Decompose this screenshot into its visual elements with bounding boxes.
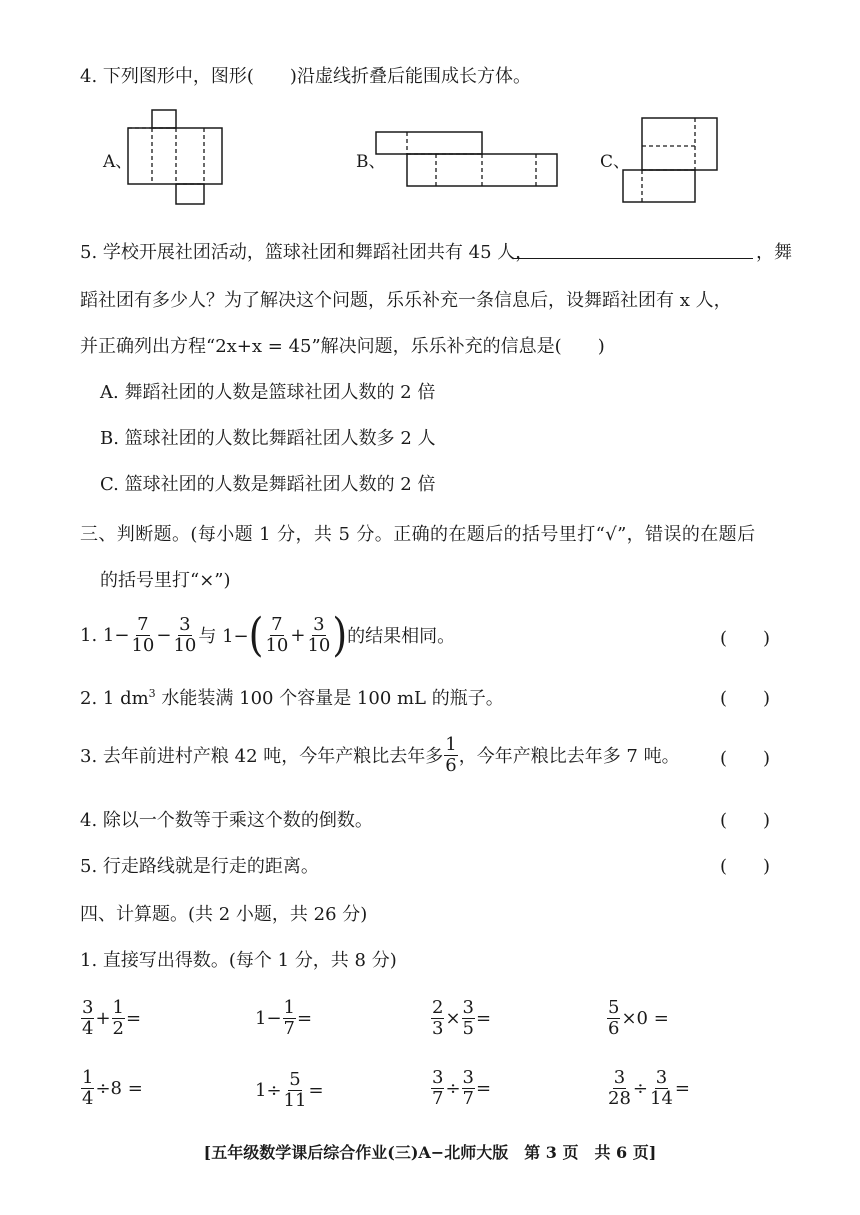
judge-1-answer-bracket[interactable]: ( ): [720, 628, 771, 649]
j2-post: 水能装满 100 个容量是 100 mL 的瓶子。: [155, 688, 504, 709]
j1-frac-1: [130, 613, 155, 656]
judge-2-answer-bracket[interactable]: ( ): [720, 688, 771, 709]
e6-frac-b: [283, 1068, 308, 1111]
e6-pre: 1÷: [255, 1079, 282, 1101]
judge-item-2: [80, 684, 504, 710]
q5-line1: [80, 238, 533, 264]
fraction-numerator: 3: [179, 613, 191, 635]
fraction-numerator: 1: [82, 1066, 94, 1088]
fraction-numerator: 3: [462, 996, 474, 1018]
j1-post: 的结果相同。: [347, 626, 456, 647]
e5-frac-a: [81, 1066, 94, 1109]
section4-sub1: 1. 直接写出得数。(每个 1 分，共 8 分): [80, 950, 397, 971]
e3-frac-b: [462, 996, 475, 1039]
fraction-denominator: 10: [173, 634, 197, 656]
j1-frac-2: [172, 613, 197, 656]
e2-frac-b: [283, 996, 296, 1039]
judge-item-1: [80, 610, 455, 660]
fraction-numerator: 3: [432, 1066, 444, 1088]
j1-left-paren: (: [248, 608, 264, 662]
calc-expr-8[interactable]: [606, 1064, 690, 1112]
j3-post: ，今年产粮比去年多 7 吨。: [458, 746, 680, 767]
e2-pre: 1−: [255, 1007, 282, 1029]
page-footer: [五年级数学课后综合作业(三)A−北师大版 第 3 页 共 6 页]: [203, 1143, 657, 1162]
fraction-numerator: 7: [137, 613, 149, 635]
e1-eq: =: [126, 1007, 142, 1029]
judge-item-4: 4. 除以一个数等于乘这个数的倒数。: [80, 810, 373, 831]
e8-eq: =: [674, 1077, 690, 1099]
fraction-denominator: 10: [307, 634, 331, 656]
fraction-denominator: 2: [112, 1017, 124, 1039]
q5-answer-blank[interactable]: [513, 258, 753, 259]
fraction-numerator: 3: [82, 996, 94, 1018]
e3-op: ×: [445, 1007, 461, 1029]
fraction-denominator: 7: [432, 1087, 444, 1109]
judge-5-answer-bracket[interactable]: ( ): [720, 856, 771, 877]
e3-frac-a: [431, 996, 444, 1039]
j1-mid: 与 1−: [198, 626, 249, 647]
q5-choice-b[interactable]: B. 篮球社团的人数比舞蹈社团人数多 2 人: [100, 428, 436, 449]
e8-frac-a: [607, 1066, 632, 1109]
j2-sup: 3: [148, 687, 156, 700]
q4-text: 4. 下列图形中，图形( )沿虚线折叠后能围成长方体。: [80, 66, 531, 87]
j1-minus: −: [156, 624, 172, 646]
q4-net-a[interactable]: [125, 108, 225, 208]
fraction-denominator: 10: [265, 634, 289, 656]
fraction-denominator: 14: [650, 1087, 673, 1109]
calc-expr-6[interactable]: [255, 1066, 324, 1114]
calc-expr-7[interactable]: [430, 1064, 491, 1112]
fraction-denominator: 3: [432, 1017, 444, 1039]
e8-op: ÷: [632, 1077, 648, 1099]
fraction-numerator: 3: [313, 613, 325, 635]
e7-op: ÷: [445, 1077, 461, 1099]
j3-frac: [444, 733, 457, 776]
fraction-numerator: 5: [608, 996, 620, 1018]
fraction-numerator: 1: [445, 733, 457, 755]
q5-line3: 并正确列出方程“2x+x = 45”解决问题，乐乐补充的信息是( ): [80, 336, 605, 357]
q4-option-b-label: B、: [356, 152, 386, 172]
e8-frac-b: [649, 1066, 674, 1109]
fraction-denominator: 6: [445, 754, 457, 776]
judge-item-5: 5. 行走路线就是行走的距离。: [80, 856, 319, 877]
j1-pre: 1. 1−: [80, 624, 130, 646]
e2-eq: =: [297, 1007, 313, 1029]
judge-3-answer-bracket[interactable]: ( ): [720, 748, 771, 769]
section4-title: 四、计算题。(共 2 小题，共 26 分): [80, 904, 368, 925]
calc-expr-3[interactable]: [430, 994, 491, 1042]
e4-frac-a: [607, 996, 620, 1039]
e4-post: ×0 =: [621, 1007, 669, 1029]
e7-frac-a: [431, 1066, 444, 1109]
e1-op: +: [95, 1007, 111, 1029]
q5-choice-a[interactable]: A. 舞蹈社团的人数是篮球社团人数的 2 倍: [100, 382, 436, 403]
e7-eq: =: [476, 1077, 492, 1099]
fraction-numerator: 1: [112, 996, 124, 1018]
q4-option-a-label: A、: [103, 152, 133, 172]
q4-option-c-label: C、: [600, 152, 631, 172]
fraction-numerator: 3: [655, 1066, 668, 1088]
q5-choice-c[interactable]: C. 篮球社团的人数是舞蹈社团人数的 2 倍: [100, 474, 436, 495]
judge-item-3: [80, 730, 680, 780]
fraction-denominator: 11: [283, 1089, 307, 1111]
j1-right-paren: ): [332, 608, 348, 662]
j1-frac-4: [306, 613, 331, 656]
q5-text-part1: 5. 学校开展社团活动，篮球社团和舞蹈社团共有 45 人，: [80, 242, 534, 263]
section3-title-line2: 的括号里打“×”): [100, 570, 231, 591]
q4-net-b[interactable]: [374, 128, 560, 190]
fraction-denominator: 10: [131, 634, 155, 656]
fraction-denominator: 7: [462, 1087, 474, 1109]
section3-title-line1: 三、判断题。(每小题 1 分，共 5 分。正确的在题后的括号里打“√”，错误的在题后: [80, 524, 756, 545]
j1-plus: +: [290, 624, 306, 646]
q5-text-part2: ，舞: [756, 242, 792, 263]
e1-frac-b: [112, 996, 125, 1039]
j1-frac-3: [264, 613, 289, 656]
fraction-denominator: 4: [82, 1087, 94, 1109]
fraction-denominator: 4: [82, 1017, 94, 1039]
fraction-numerator: 2: [432, 996, 444, 1018]
fraction-denominator: 28: [608, 1087, 631, 1109]
fraction-denominator: 7: [283, 1017, 295, 1039]
calc-expr-2[interactable]: [255, 994, 312, 1042]
calc-expr-1[interactable]: [80, 994, 141, 1042]
fraction-numerator: 3: [613, 1066, 626, 1088]
e1-frac-a: [81, 996, 94, 1039]
e3-eq: =: [476, 1007, 492, 1029]
e6-eq: =: [308, 1079, 324, 1101]
j2-pre: 2. 1 dm: [80, 688, 149, 709]
fraction-numerator: 3: [462, 1066, 474, 1088]
fraction-numerator: 5: [289, 1068, 301, 1090]
fraction-numerator: 7: [271, 613, 283, 635]
e5-post: ÷8 =: [95, 1077, 143, 1099]
judge-4-answer-bracket[interactable]: ( ): [720, 810, 771, 831]
q5-line2: 蹈社团有多少人？为了解决这个问题，乐乐补充一条信息后，设舞蹈社团有 x 人，: [80, 290, 732, 311]
e7-frac-b: [462, 1066, 475, 1109]
j3-pre: 3. 去年前进村产粮 42 吨，今年产粮比去年多: [80, 746, 444, 767]
calc-expr-4[interactable]: [606, 994, 669, 1042]
fraction-numerator: 1: [283, 996, 295, 1018]
fraction-denominator: 6: [608, 1017, 620, 1039]
calc-expr-5[interactable]: [80, 1064, 143, 1112]
q4-net-c[interactable]: [620, 114, 720, 206]
fraction-denominator: 5: [462, 1017, 474, 1039]
